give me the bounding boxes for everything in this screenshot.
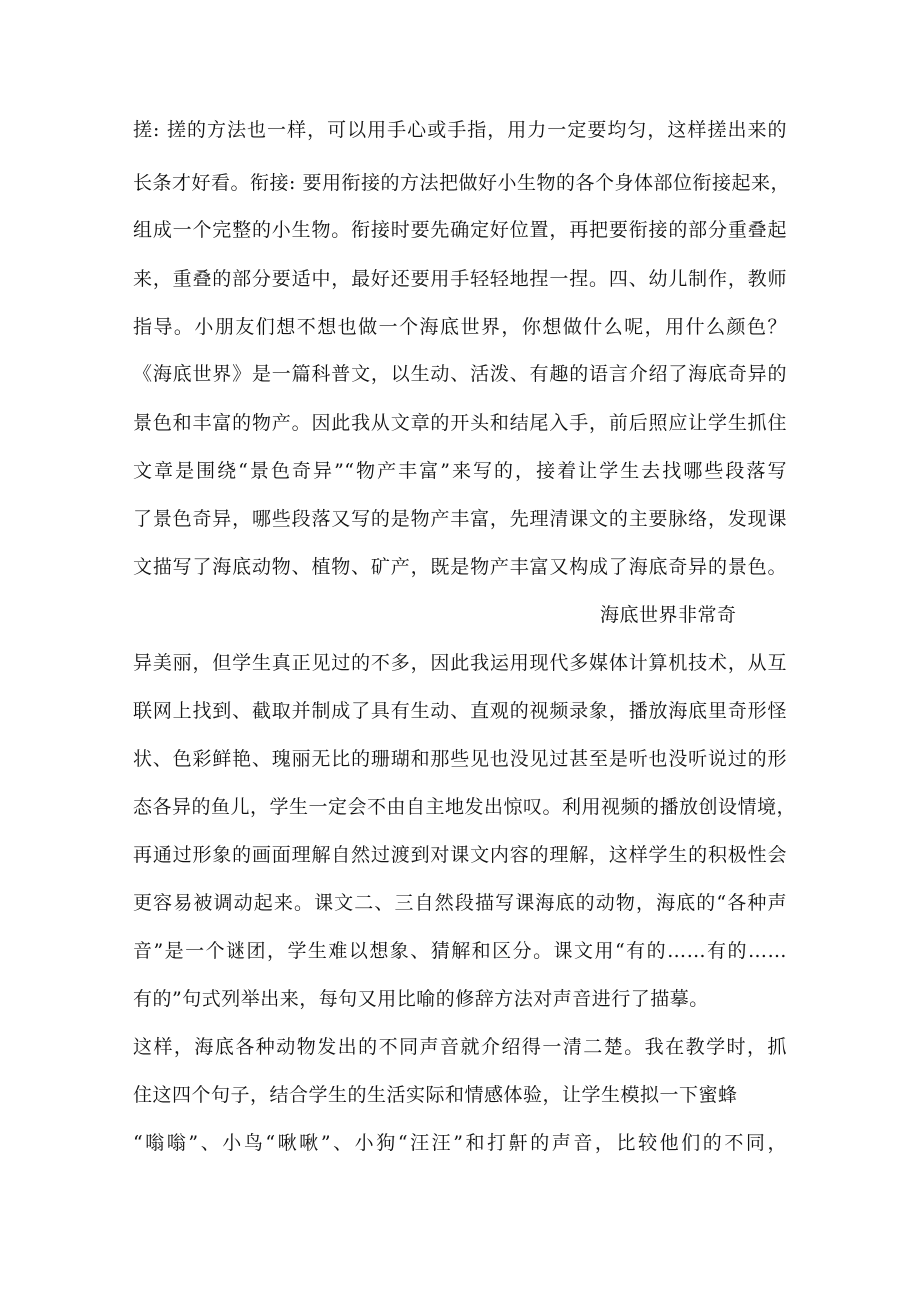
text-line: 住这四个句子，结合学生的生活实际和情感体验，让学生模拟一下蜜蜂 (133, 1084, 738, 1106)
text-line: 海底世界非常奇 (600, 604, 737, 626)
text-line: 了景色奇异，哪些段落又写的是物产丰富，先理清课文的主要脉络，发现课 (133, 508, 787, 530)
text-line: 组成一个完整的小生物。衔接时要先确定好位置，再把要衔接的部分重叠起 (133, 219, 787, 241)
text-line: 异美丽，但学生真正见过的不多，因此我运用现代多媒体计算机技术，从互 (133, 652, 787, 674)
text-line: 音”是一个谜团，学生难以想象、猜解和区分。课文用“有的……有的…… (133, 940, 787, 962)
text-line: 指导。小朋友们想不想也做一个海底世界，你想做什么呢，用什么颜色？ (133, 316, 787, 338)
text-line: 再通过形象的画面理解自然过渡到对课文内容的理解，这样学生的积极性会 (133, 844, 787, 866)
text-line: 《海底世界》是一篇科普文，以生动、活泼、有趣的语言介绍了海底奇异的 (133, 363, 787, 385)
text-line: 景色和丰富的物产。因此我从文章的开头和结尾入手，前后照应让学生抓住 (133, 412, 787, 434)
text-line: 这样，海底各种动物发出的不同声音就介绍得一清二楚。我在教学时，抓 (133, 1036, 787, 1058)
text-line: 状、色彩鲜艳、瑰丽无比的珊瑚和那些见也没见过甚至是听也没听说过的形 (133, 748, 787, 770)
text-line: 有的”句式列举出来，每句又用比喻的修辞方法对声音进行了描摹。 (133, 988, 709, 1010)
text-line: 搓: 搓的方法也一样，可以用手心或手指，用力一定要均匀，这样搓出来的 (133, 119, 787, 141)
text-line: 更容易被调动起来。课文二、三自然段描写课海底的动物，海底的“各种声 (133, 892, 787, 914)
text-line: 联网上找到、截取并制成了具有生动、直观的视频录象，播放海底里奇形怪 (133, 700, 787, 722)
text-line: 来，重叠的部分要适中，最好还要用手轻轻地捏一捏。四、幼儿制作，教师 (133, 268, 787, 290)
text-line: “嗡嗡”、小鸟“啾啾”、小狗“汪汪”和打鼾的声音，比较他们的不同， (133, 1132, 787, 1154)
text-line: 态各异的鱼儿，学生一定会不由自主地发出惊叹。利用视频的播放创设情境， (133, 796, 797, 818)
text-line: 长条才好看。衔接: 要用衔接的方法把做好小生物的各个身体部位衔接起来， (133, 172, 790, 194)
text-line: 文描写了海底动物、植物、矿产，既是物产丰富又构成了海底奇异的景色。 (133, 556, 787, 578)
text-line: 文章是围绕“景色奇异”“物产丰富”来写的，接着让学生去找哪些段落写 (133, 460, 787, 482)
